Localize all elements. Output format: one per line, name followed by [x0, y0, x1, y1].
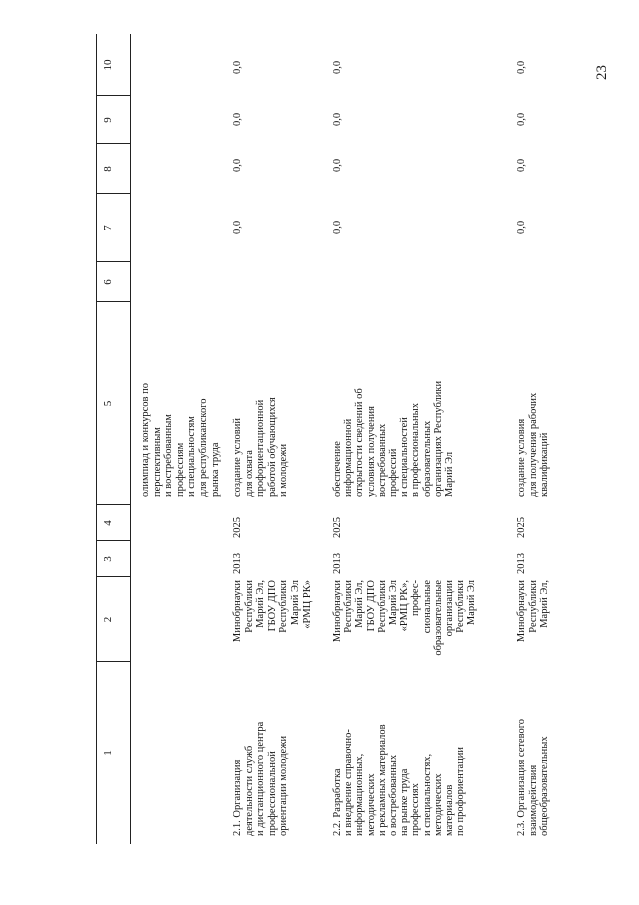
- text-line: и дистанционного центра: [255, 721, 267, 836]
- text-line: Республики: [455, 580, 467, 633]
- text-line: перспективным: [151, 427, 163, 497]
- text-line: Марий Эл,: [539, 580, 551, 628]
- row-2-2-end-year: 2025: [332, 517, 343, 538]
- text-line: и востребованным: [163, 414, 175, 497]
- text-line: создание условий: [232, 418, 243, 497]
- text-line: профессий: [388, 448, 400, 497]
- text-line: на рынке труда: [399, 768, 411, 836]
- row-2-2-value-col9: 0,0: [332, 112, 343, 126]
- header-top-rule: [96, 34, 97, 844]
- row-2-3-activity: [516, 664, 551, 836]
- row-2-3-start-year: 2013: [516, 553, 527, 574]
- row-2-1-result: [232, 307, 290, 497]
- text-line: Минобрнауки: [516, 580, 527, 643]
- header-col-6: 6: [102, 279, 114, 285]
- text-line: организации: [444, 580, 456, 637]
- text-line: Минобрнауки: [332, 580, 343, 643]
- text-line: и специальностей: [399, 417, 411, 497]
- text-line: и рекламных материалов: [376, 724, 388, 836]
- text-line: образовательные: [432, 580, 444, 656]
- text-line: взаимодействия: [527, 764, 539, 836]
- text-line: в профессиональных: [410, 403, 422, 497]
- header-col-8: 8: [102, 166, 114, 172]
- row-2-3-result: [516, 307, 551, 497]
- row-2-1-activity: [232, 664, 290, 836]
- text-line: профес-: [410, 580, 422, 617]
- text-line: деятельности служб: [243, 745, 255, 836]
- row-2-3-value-col9: 0,0: [516, 112, 527, 126]
- row-2-3-value-col7: 0,0: [516, 220, 527, 234]
- text-line: «РМЦ РК»,: [399, 580, 411, 632]
- row-2-1-value-col10: 0,0: [232, 60, 243, 74]
- text-line: для республиканского: [197, 398, 209, 497]
- text-line: по профориентации: [455, 746, 467, 836]
- text-line: создание условия: [516, 418, 527, 497]
- row-2-1-value-col7: 0,0: [232, 220, 243, 234]
- text-line: образовательных: [421, 420, 433, 497]
- text-line: материалов: [444, 784, 456, 836]
- text-line: Республики: [278, 580, 290, 633]
- row-2-2-start-year: 2013: [332, 553, 343, 574]
- text-line: профессиям: [174, 442, 186, 497]
- text-line: Республики: [243, 580, 255, 633]
- text-line: востребованных: [376, 423, 388, 497]
- text-line: рынка труда: [209, 442, 221, 497]
- row-2-3-value-col8: 0,0: [516, 158, 527, 172]
- row-2-2-value-col10: 0,0: [332, 60, 343, 74]
- header-col-9: 9: [102, 117, 114, 123]
- text-line: для охвата: [243, 450, 255, 497]
- program-table: [96, 34, 570, 844]
- text-line: сиональные: [421, 580, 433, 634]
- text-line: общеобразовательных: [539, 736, 551, 836]
- row-2-3-end-year: 2025: [516, 517, 527, 538]
- text-line: для получения рабочих: [527, 392, 539, 497]
- row-2-1-value-col8: 0,0: [232, 158, 243, 172]
- header-col-5: 5: [102, 400, 114, 407]
- text-line: Марий Эл: [466, 580, 478, 626]
- text-line: методических: [432, 773, 444, 836]
- text-line: Республики: [527, 580, 539, 633]
- row-2-2-activity: [332, 664, 466, 836]
- row-2-1-value-col9: 0,0: [232, 112, 243, 126]
- text-line: 2.3. Организация сетевого: [516, 718, 527, 836]
- text-line: Республики: [376, 580, 388, 633]
- header-col-3: 3: [102, 556, 114, 562]
- row-2-2-result: [332, 307, 455, 497]
- row-2-1-start-year: 2013: [232, 553, 243, 574]
- text-line: и молодежи: [278, 443, 290, 497]
- text-line: Марий Эл: [444, 451, 456, 497]
- text-line: условиях получения: [365, 406, 377, 497]
- text-line: информационной: [343, 418, 355, 497]
- header-col-2: 2: [102, 616, 114, 623]
- text-line: и внедрение справочно-: [343, 729, 355, 836]
- header-bottom-rule: [130, 34, 131, 844]
- text-line: и специальностям: [186, 416, 198, 497]
- header-col-7: 7: [102, 225, 114, 231]
- header-col-10: 10: [102, 59, 114, 71]
- text-line: Марий Эл,: [255, 580, 267, 628]
- text-line: Минобрнауки: [232, 580, 243, 643]
- row-2-3-executor: [516, 580, 551, 658]
- continuation-text: [140, 307, 221, 497]
- text-line: олимпиад и конкурсов по: [140, 383, 151, 497]
- row-2-3-value-col10: 0,0: [516, 60, 527, 74]
- text-line: Марий Эл: [289, 580, 301, 626]
- row-2-1-end-year: 2025: [232, 517, 243, 538]
- text-line: обеспечение: [332, 441, 343, 497]
- text-line: информационных,: [354, 753, 366, 836]
- text-line: 2.1. Организация: [232, 759, 243, 836]
- text-line: «РМЦ РК»: [301, 580, 313, 629]
- text-line: Марий Эл,: [354, 580, 366, 628]
- text-line: профессиях: [410, 783, 422, 836]
- text-line: о востребованных: [388, 754, 400, 836]
- row-2-2-value-col7: 0,0: [332, 220, 343, 234]
- page-number: 23: [594, 65, 610, 80]
- text-line: ГБОУ ДПО: [266, 580, 278, 632]
- text-line: работой обучающихся: [266, 397, 278, 497]
- text-line: и специальностях,: [421, 753, 433, 836]
- text-line: открытости сведений об: [354, 388, 366, 497]
- text-line: методических: [365, 773, 377, 836]
- text-line: Республики: [343, 580, 355, 633]
- row-2-1-executor: [232, 580, 313, 658]
- text-line: организациях Республики: [432, 380, 444, 497]
- text-line: квалификаций: [539, 432, 551, 497]
- text-line: ГБОУ ДПО: [365, 580, 377, 632]
- header-col-1: 1: [102, 750, 114, 756]
- header-col-4: 4: [102, 520, 114, 526]
- text-line: 2.2. Разработка: [332, 768, 343, 836]
- text-line: профессиональной: [266, 751, 278, 836]
- text-line: профориентационной: [255, 399, 267, 497]
- text-line: Марий Эл: [388, 580, 400, 626]
- row-2-2-executor: [332, 580, 478, 658]
- text-line: ориентации молодежи: [278, 735, 290, 836]
- row-2-2-value-col8: 0,0: [332, 158, 343, 172]
